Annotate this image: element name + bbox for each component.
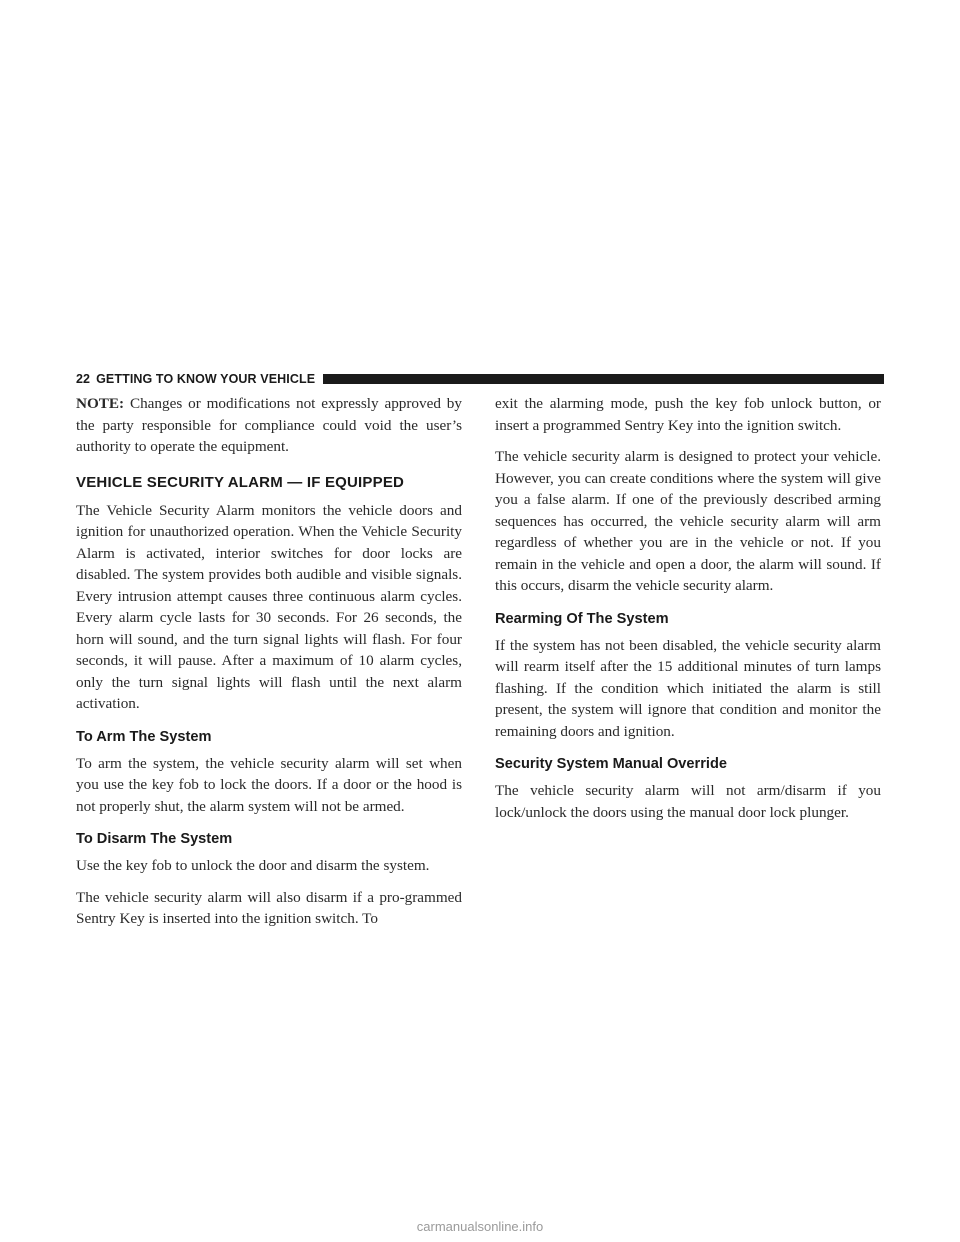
arm-heading: To Arm The System (76, 728, 212, 745)
continued-paragraph: exit the alarming mode, push the key fob unlock button, or insert a programmed Sentry Key into the ignition switch. (495, 395, 881, 434)
protect-paragraph: The vehicle security alarm is designed to protect your vehicle. However, you can create conditions where the system will give you a false alarm. If one of the previously described arming sequences has occurred, the vehicle security alarm will arm regardless of whether you are in the vehicle or not. If you remain in the vehicle and open a door, the alarm will sound. If this occurs, disarm the vehicle security alarm. (495, 448, 881, 594)
disarm-heading: To Disarm The System (76, 831, 233, 847)
header-rule (323, 374, 884, 384)
watermark-link[interactable]: carmanualsonline.info (416, 1219, 544, 1234)
left-column (76, 393, 462, 940)
override-paragraph: The vehicle security alarm will not arm/disarm if you lock/unlock the doors using the manual door lock plunger. (495, 782, 881, 821)
rearm-heading: Rearming Of The System (495, 610, 669, 627)
disarm-paragraph-1: Use the key fob to unlock the door and disarm the system. (76, 857, 430, 874)
right-column (495, 393, 881, 833)
note-paragraph (76, 393, 462, 458)
alarm-paragraph: The Vehicle Security Alarm monitors the vehicle doors and ignition for unauthorized operation. When the Vehicle Security Alarm is activated, interior switches for door locks are disabled. The system provides both audible and visible signals. Every intrusion attempt causes three continuous alarm cycles. Every alarm cycle lasts for 30 seconds. For 26 seconds, the horn will sound, and the turn signal lights will flash. For four seconds, it will pause. After a maximum of 10 alarm cycles, only the turn signal lights will flash until the next alarm activation. (76, 501, 462, 712)
section-title: GETTING TO KNOW YOUR VEHICLE (96, 372, 316, 386)
alarm-heading: VEHICLE SECURITY ALARM — IF EQUIPPED (76, 473, 405, 491)
disarm-paragraph-2: The vehicle security alarm will also disarm if a pro-grammed Sentry Key is inserted into the ignition switch. To (76, 888, 462, 927)
rearm-paragraph: If the system has not been disabled, the vehicle security alarm will rearm itself after the 15 additional minutes of turn lamps flashing. If the condition which initiated the alarm is still present, the system will ignore that condition and monitor the remaining doors and ignition. (495, 636, 881, 740)
note-label: NOTE: (76, 395, 125, 412)
page-number: 22 (76, 372, 91, 386)
page-header (76, 370, 884, 388)
override-heading: Security System Manual Override (495, 756, 727, 772)
note-text: Changes or modifications not expressly approved by the party responsible for compliance could void the user’s authority to operate the equipment. (76, 395, 462, 455)
arm-paragraph: To arm the system, the vehicle security alarm will set when you use the key fob to lock the doors. If a door or the hood is not properly shut, the alarm system will not be armed. (76, 754, 462, 815)
